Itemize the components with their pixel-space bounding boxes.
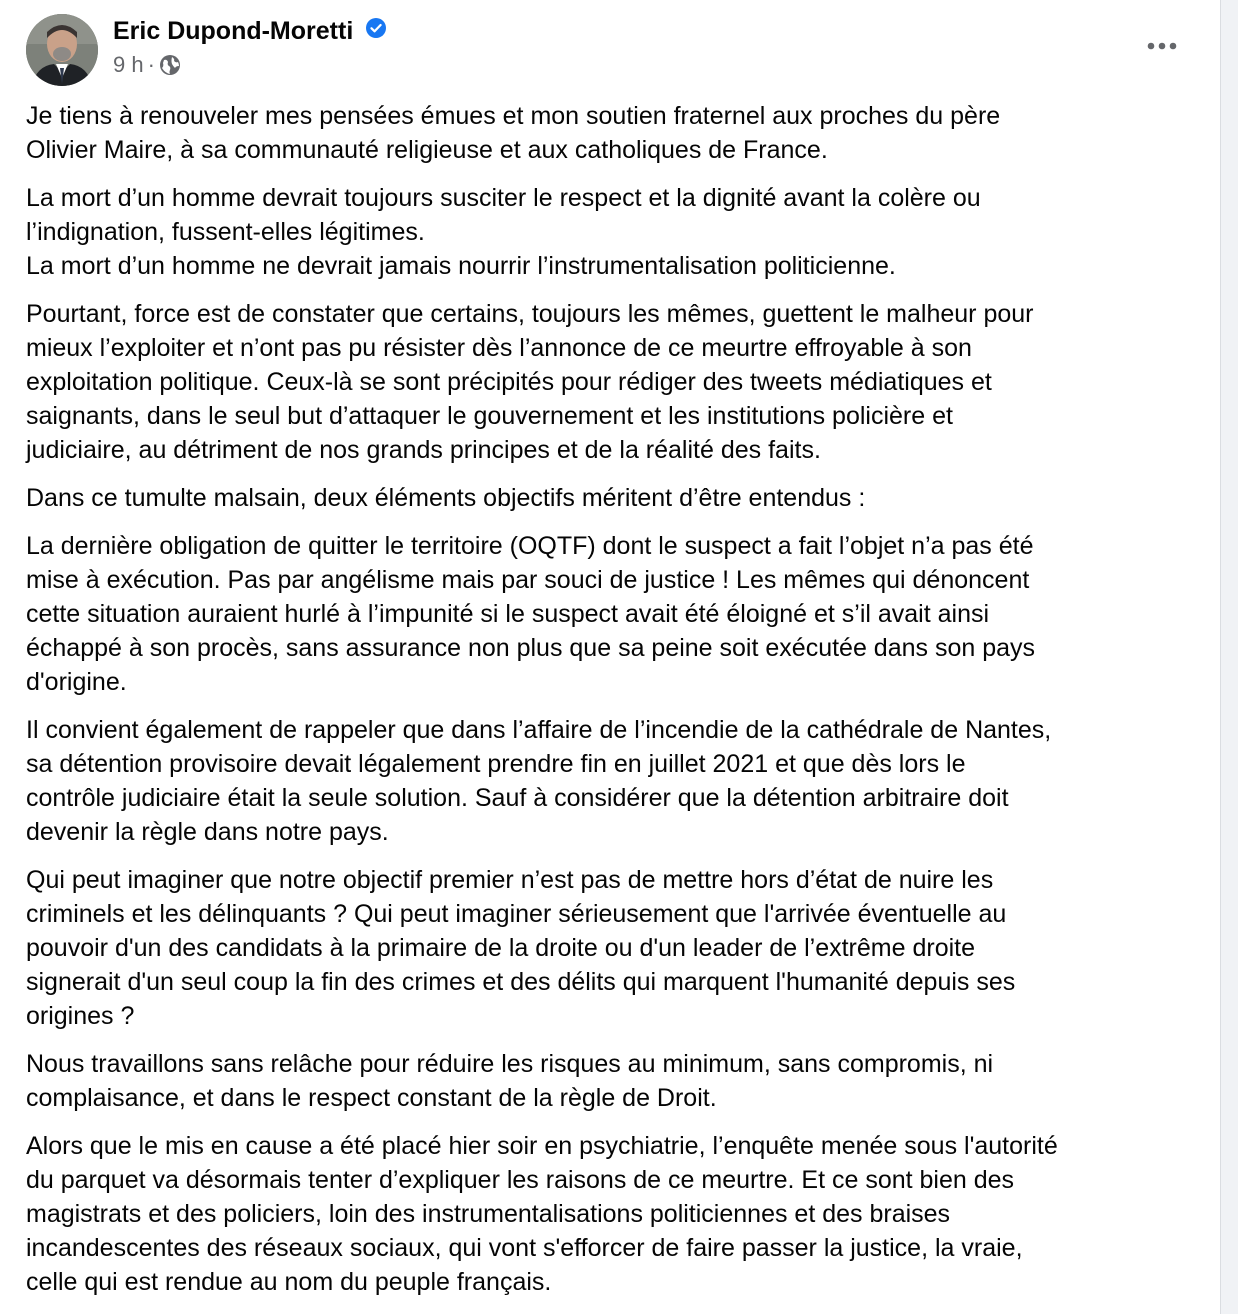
text-line: contrôle judiciaire était la seule solution. Sauf à considérer que la détention arbitraire doit	[26, 784, 1009, 812]
page-background-edge	[1221, 0, 1238, 1314]
post-timestamp[interactable]: 9 h	[113, 52, 144, 77]
text-line: pouvoir d'un des candidats à la primaire de la droite ou d'un leader de l’extrême droite	[26, 934, 975, 962]
text-line: du parquet va désormais tenter d’expliquer les raisons de ce meurtre. Et ce sont bien des	[26, 1166, 1015, 1194]
paragraph	[26, 1047, 1196, 1115]
text-line: Alors que le mis en cause a été placé hier soir en psychiatrie, l’enquête menée sous l'autorité	[26, 1132, 1058, 1160]
text-line: devenir la règle dans notre pays.	[26, 818, 389, 846]
globe-icon[interactable]	[159, 54, 181, 76]
text-line: cette situation auraient hurlé à l’impunité si le suspect avait été éloigné et s’il avait ainsi	[26, 600, 990, 628]
more-options-button[interactable]	[1138, 30, 1186, 62]
text-line: origines ?	[26, 1002, 135, 1030]
text-line: mise à exécution. Pas par angélisme mais par souci de justice ! Les mêmes qui dénoncent	[26, 566, 1030, 594]
paragraph	[26, 1129, 1196, 1299]
author-block	[113, 14, 387, 80]
text-line: Pourtant, force est de constater que certains, toujours les mêmes, guettent le malheur pour	[26, 300, 1034, 328]
text-line: saignants, dans le seul but d’attaquer le gouvernement et les institutions policière et	[26, 402, 953, 430]
post-body	[26, 99, 1196, 1313]
text-line: La mort d’un homme ne devrait jamais nourrir l’instrumentalisation politicienne.	[26, 252, 896, 280]
text-line: signerait d'un seul coup la fin des crimes et des délits qui marquent l'humanité depuis ses	[26, 968, 1016, 996]
meta-separator: ·	[147, 52, 155, 77]
paragraph	[26, 529, 1196, 699]
post-header	[26, 12, 1186, 92]
paragraph	[26, 481, 1196, 515]
text-line: Je tiens à renouveler mes pensées émues et mon soutien fraternel aux proches du père	[26, 102, 1001, 130]
text-line: criminels et les délinquants ? Qui peut imaginer sérieusement que l'arrivée éventuelle au	[26, 900, 1007, 928]
paragraph	[26, 181, 1196, 283]
text-line: mieux l’exploiter et n’ont pas pu résister dès l’annonce de ce meurtre effroyable à son	[26, 334, 972, 362]
text-line: magistrats et des policiers, loin des instrumentalisations politiciennes et des braises	[26, 1200, 951, 1228]
text-line: Nous travaillons sans relâche pour réduire les risques au minimum, sans compromis, ni	[26, 1050, 994, 1078]
paragraph	[26, 863, 1196, 1033]
text-line: La dernière obligation de quitter le territoire (OQTF) dont le suspect a fait l’objet n’a pas été	[26, 532, 1034, 560]
author-name[interactable]: Eric Dupond-Moretti	[113, 17, 354, 45]
text-line: sa détention provisoire devait légalement prendre fin en juillet 2021 et que dès lors le	[26, 750, 966, 778]
verified-badge-icon	[365, 17, 387, 39]
paragraph	[26, 713, 1196, 849]
more-options-icon	[1146, 41, 1178, 51]
text-line: incandescentes des réseaux sociaux, qui vont s'efforcer de faire passer la justice, la vraie,	[26, 1234, 1023, 1262]
paragraph	[26, 99, 1196, 167]
avatar-photo	[26, 14, 98, 86]
text-line: échappé à son procès, sans assurance non plus que sa peine soit exécutée dans son pays	[26, 634, 1036, 662]
text-line: Olivier Maire, à sa communauté religieuse et aux catholiques de France.	[26, 136, 828, 164]
text-line: celle qui est rendue au nom du peuple français.	[26, 1268, 552, 1296]
text-line: complaisance, et dans le respect constant de la règle de Droit.	[26, 1084, 717, 1112]
paragraph	[26, 297, 1196, 467]
text-line: Il convient également de rappeler que dans l’affaire de l’incendie de la cathédrale de Nantes,	[26, 716, 1052, 744]
text-line: d'origine.	[26, 668, 127, 696]
text-line: La mort d’un homme devrait toujours susciter le respect et la dignité avant la colère ou	[26, 184, 981, 212]
text-line: l’indignation, fussent-elles légitimes.	[26, 218, 425, 246]
post-meta	[113, 50, 387, 80]
text-line: exploitation politique. Ceux-là se sont précipités pour rédiger des tweets médiatiques et	[26, 368, 992, 396]
text-line: judiciaire, au détriment de nos grands principes et de la réalité des faits.	[26, 436, 821, 464]
text-line: Dans ce tumulte malsain, deux éléments objectifs méritent d’être entendus :	[26, 484, 866, 512]
author-avatar[interactable]	[26, 14, 98, 86]
text-line: Qui peut imaginer que notre objectif premier n’est pas de mettre hors d’état de nuire les	[26, 866, 994, 894]
